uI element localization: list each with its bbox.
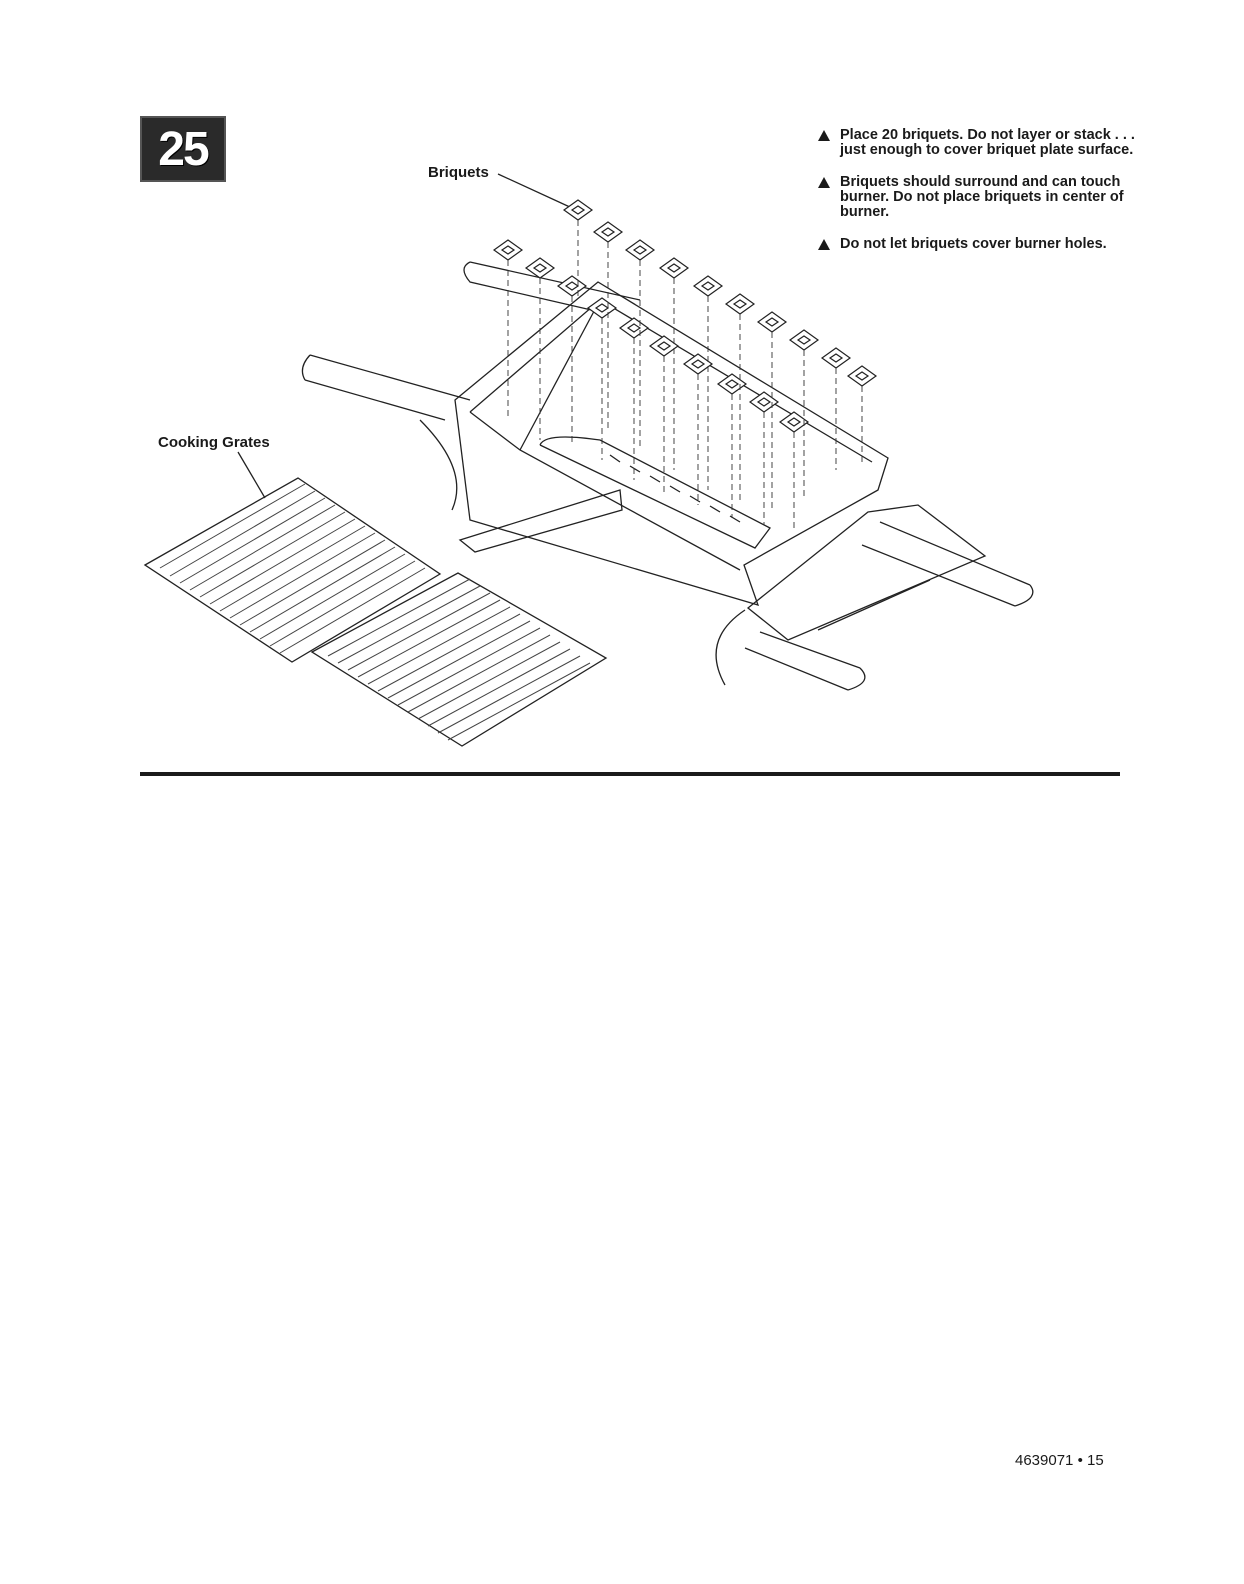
section-divider [140, 772, 1120, 776]
side-shelf [748, 505, 985, 640]
cooking-grates-label: Cooking Grates [158, 434, 270, 451]
grate-bars-left [160, 484, 425, 653]
burner-tube [540, 437, 770, 548]
front-left-rail [302, 355, 470, 420]
cooking-grate-left [145, 478, 440, 662]
page-footer [1015, 1452, 1104, 1469]
briquet [750, 392, 778, 412]
briquet [620, 318, 648, 338]
firebox-inner-rim [470, 300, 872, 462]
briquet [758, 312, 786, 332]
venturi-tube [460, 490, 622, 552]
step-number: 25 [158, 122, 208, 176]
cooking-grates-leader-line [238, 452, 265, 498]
firebox-inner-corner [520, 300, 600, 450]
briquet [790, 330, 818, 350]
briquet [694, 276, 722, 296]
instruction-text: Do not let briquets cover burner holes. [840, 236, 1107, 252]
left-leg-curve [420, 420, 457, 510]
briquet [494, 240, 522, 260]
briquets-leader-line [498, 174, 572, 208]
instruction-text: Briquets should surround and can touch burner. Do not place briquets in center of burner. [840, 174, 1124, 220]
briquet-group [494, 200, 876, 432]
briquet [726, 294, 754, 314]
briquet [660, 258, 688, 278]
briquet [848, 366, 876, 386]
briquet [626, 240, 654, 260]
briquets-label: Briquets [428, 164, 489, 181]
briquet [822, 348, 850, 368]
briquet [594, 222, 622, 242]
shelf-support [818, 580, 930, 630]
right-leg-curve [716, 610, 745, 685]
page-number: 15 [1087, 1452, 1104, 1469]
document-number: 4639071 [1015, 1452, 1074, 1469]
footer-separator: • [1077, 1452, 1083, 1469]
firebox-shell [455, 282, 888, 605]
briquet [718, 374, 746, 394]
right-rail [862, 522, 1033, 606]
instruction-text: Place 20 briquets. Do not layer or stack . . . just enough to cover briquet plate surface. [840, 127, 1135, 158]
front-right-rail [745, 632, 865, 690]
briquet [558, 276, 586, 296]
briquet [564, 200, 592, 220]
grate-bars-right [328, 579, 590, 740]
